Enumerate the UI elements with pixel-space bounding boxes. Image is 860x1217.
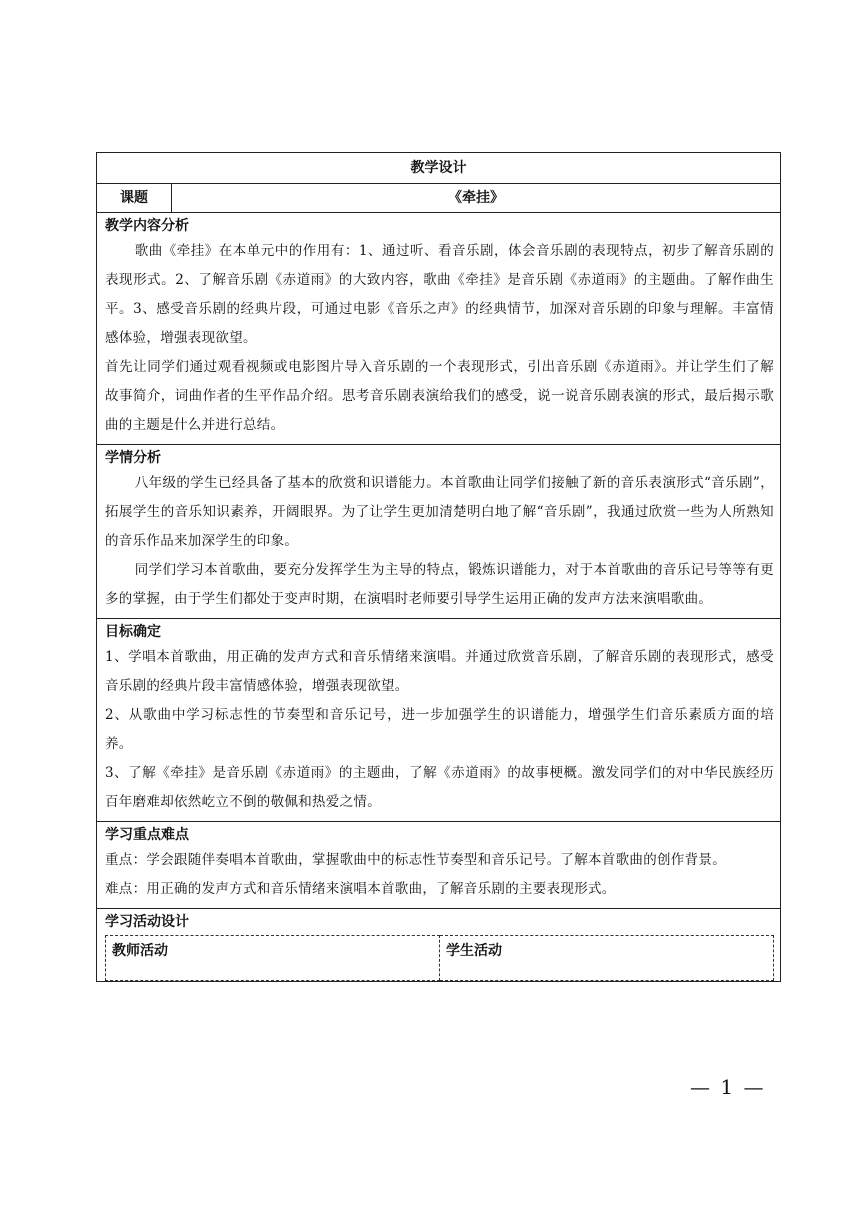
paragraph: 首先让同学们通过观看视频或电影图片导入音乐剧的一个表现形式，引出音乐剧《赤道雨》。并让学生们了解故事简介，词曲作者的生平作品介绍。思考音乐剧表演给我们的感受，说一说音乐剧表演的形式，最后揭示歌曲的主题是什么并进行总结。 [105,359,774,433]
difficulty-text: 难点：用正确的发声方式和音乐情绪来演唱本首歌曲，了解音乐剧的主要表现形式。 [105,881,616,897]
section-heading: 目标确定 [105,624,161,640]
section-heading: 学习重点难点 [105,827,189,843]
goal-item: 1、学唱本首歌曲，用正确的发声方式和音乐情绪来演唱。并通过欣赏音乐剧，了解音乐剧的表现形式，感受音乐剧的经典片段丰富情感体验，增强表现欲望。 [105,649,774,694]
section-heading: 教学内容分析 [105,218,189,234]
section-heading: 学情分析 [105,450,161,466]
goal-item: 3、了解《牵挂》是音乐剧《赤道雨》的主题曲，了解《赤道雨》的故事梗概。激发同学们的对中华民族经历百年磨难却依然屹立不倒的敬佩和热爱之情。 [105,765,774,810]
teacher-activity-header: 教师活动 [106,936,440,981]
paragraph: 歌曲《牵挂》在本单元中的作用有：1、通过听、看音乐剧，体会音乐剧的表现特点，初步了解音乐剧的表现形式。2、了解音乐剧《赤道雨》的大致内容，歌曲《牵挂》是音乐剧《赤道雨》的主题曲。了解作曲生平。3、感受音乐剧的经典片段，可通过电影《音乐之声》的经典情节，加深对音乐剧的印象与理解。丰富情感体验，增强表现欲望。 [105,243,774,346]
section-activities [97,909,781,982]
page-number: — 1 — [690,1075,766,1099]
section-key-points [97,822,781,909]
section-content-analysis [97,213,781,445]
section-learner-analysis [97,445,781,619]
activities-table [105,935,774,981]
section-heading: 学习活动设计 [105,914,189,930]
student-activity-header: 学生活动 [440,936,774,981]
focus-text: 重点：学会跟随伴奏唱本首歌曲，掌握歌曲中的标志性节奏型和音乐记号。了解本首歌曲的创作背景。 [105,852,726,868]
topic-value: 《牵挂》 [172,184,781,213]
goal-item: 2、从歌曲中学习标志性的节奏型和音乐记号，进一步加强学生的识谱能力，增强学生们音乐素质方面的培养。 [105,707,774,752]
document-title: 教学设计 [97,153,781,184]
topic-label: 课题 [97,184,172,213]
section-goals [97,619,781,822]
paragraph: 八年级的学生已经具备了基本的欣赏和识谱能力。本首歌曲让同学们接触了新的音乐表演形式“音乐剧”，拓展学生的音乐知识素养，开阔眼界。为了让学生更加清楚明白地了解“音乐剧”，我通过欣赏一些为人所熟知的音乐作品来加深学生的印象。 [105,475,774,549]
lesson-plan-document [96,152,781,982]
paragraph: 同学们学习本首歌曲，要充分发挥学生为主导的特点，锻炼识谱能力，对于本首歌曲的音乐记号等等有更多的掌握，由于学生们都处于变声时期，在演唱时老师要引导学生运用正确的发声方法来演唱歌曲。 [105,562,774,607]
lesson-plan-table [96,152,781,982]
